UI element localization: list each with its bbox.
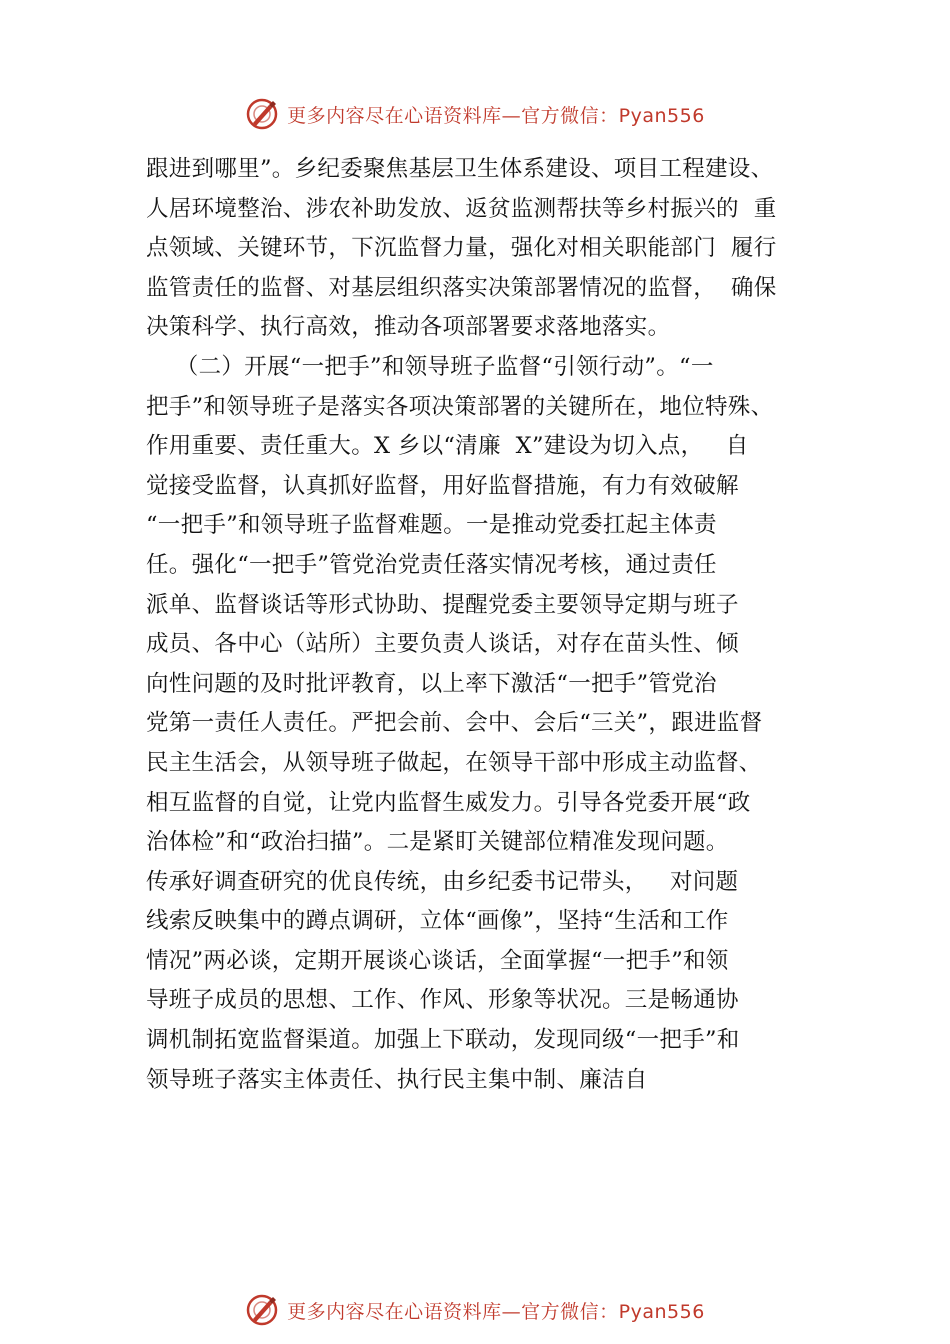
- text-line: 点领域、关键环节，下沉监督力量，强化对相关职能部门 履行: [146, 235, 777, 262]
- text-line: 党第一责任人责任。严把会前、会中、会后“三关”，跟进监督: [146, 710, 763, 737]
- logo-icon: [245, 97, 279, 131]
- text-line: 导班子成员的思想、工作、作风、形象等状况。三是畅通协: [146, 987, 739, 1014]
- text-line: 民主生活会，从领导班子做起，在领导干部中形成主动监督、: [146, 749, 762, 776]
- wechat-id: Pyan556: [618, 104, 705, 127]
- text-line: 传承好调查研究的优良传统，由乡纪委书记带头， 对问题: [146, 868, 739, 895]
- text-line: 情况”两必谈，定期开展谈心谈话，全面掌握“一把手”和领: [146, 947, 729, 974]
- text-line: 作用重要、责任重大。X 乡以“清廉 X”建设为切入点， 自: [146, 433, 749, 460]
- text-line: （二）开展“一把手”和领导班子监督“引领行动”。“一: [146, 353, 714, 380]
- text-line: 把手”和领导班子是落实各项决策部署的关键所在，地位特殊、: [146, 393, 774, 420]
- text-line: 线索反映集中的蹲点调研，立体“画像”，坚持“生活和工作: [146, 908, 729, 935]
- text-line: 派单、监督谈话等形式协助、提醒党委主要领导定期与班子: [146, 591, 739, 618]
- text-line: 领导班子落实主体责任、执行民主集中制、廉洁自: [146, 1066, 648, 1093]
- text-line: 成员、各中心（站所）主要负责人谈话，对存在苗头性、倾: [146, 631, 739, 658]
- document-body: [146, 150, 826, 1100]
- text-line: 决策科学、执行高效，推动各项部署要求落地落实。: [146, 314, 671, 341]
- text-line: 监管责任的监督、对基层组织落实决策部署情况的监督， 确保: [146, 274, 777, 301]
- banner-text: 更多内容尽在心语资料库—官方微信：Pyan556: [287, 104, 705, 127]
- header-banner: [0, 94, 950, 134]
- text-line: 向性问题的及时批评教育，以上率下激活“一把手”管党治: [146, 670, 717, 697]
- wechat-id: Pyan556: [618, 1300, 705, 1323]
- text-line: 跟进到哪里”。乡纪委聚焦基层卫生体系建设、项目工程建设、: [146, 156, 774, 182]
- text-line: 人居环境整治、涉农补助发放、返贫监测帮扶等乡村振兴的 重: [146, 195, 777, 222]
- text-line: 任。强化“一把手”管党治党责任落实情况考核，通过责任: [146, 551, 717, 578]
- text-line: 治体检”和“政治扫描”。二是紧盯关键部位精准发现问题。: [146, 829, 729, 856]
- text-line: 相互监督的自觉，让党内监督生威发力。引导各党委开展“政: [146, 789, 751, 816]
- text-line: “一把手”和领导班子监督难题。一是推动党委扛起主体责: [146, 512, 717, 539]
- logo-icon: [245, 1293, 279, 1327]
- text-line: 调机制拓宽监督渠道。加强上下联动，发现同级“一把手”和: [146, 1027, 740, 1054]
- text-line: 觉接受监督，认真抓好监督，用好监督措施，有力有效破解: [146, 472, 739, 499]
- banner-text: 更多内容尽在心语资料库—官方微信：Pyan556: [287, 1300, 705, 1323]
- footer-banner: [0, 1290, 950, 1330]
